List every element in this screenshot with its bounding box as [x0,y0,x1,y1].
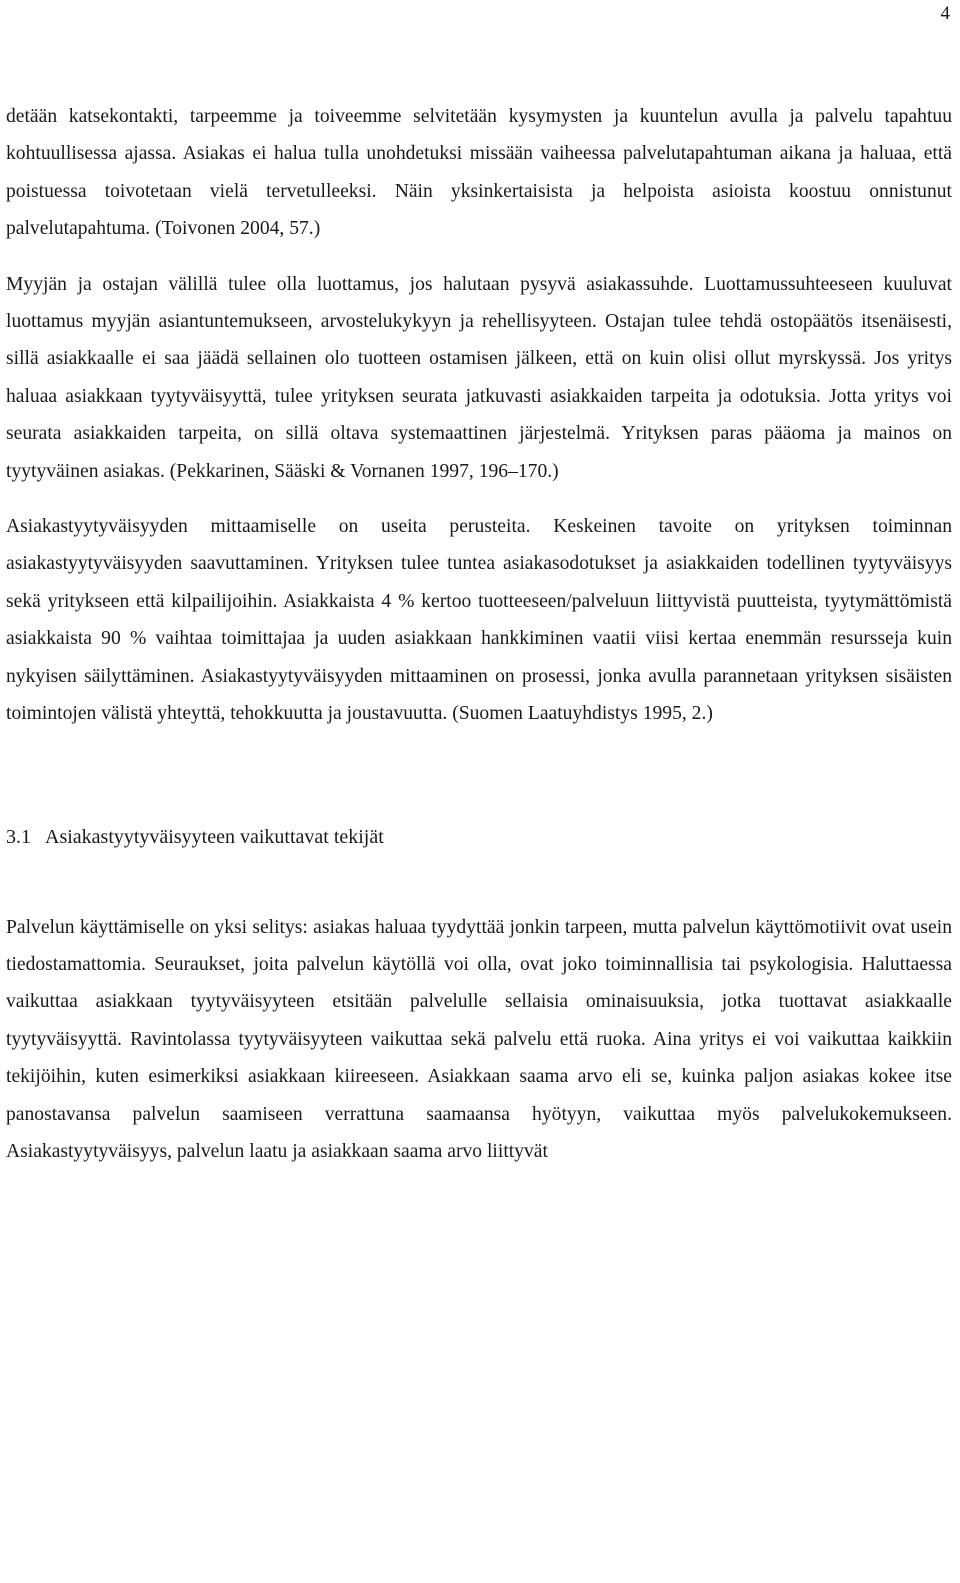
section-number: 3.1 [6,825,31,848]
section-title: Asiakastyytyväisyyteen vaikuttavat tekijät [45,825,384,848]
page-number: 4 [940,3,950,24]
document-body [6,98,952,1170]
paragraph: Asiakastyytyväisyyden mittaamiselle on useita perusteita. Keskeinen tavoite on yrityksen toiminnan asiakastyytyväisyyden saavuttaminen. Yrityksen tulee tuntea asiakasodotukset ja asiakkaiden todellinen tyytyväisyys sekä yritykseen että kilpailijoihin. Asiakkaista 4 % kertoo tuotteeseen/palveluun liittyvistä puutteista, tyytymättömistä asiakkaista 90 % vaihtaa toimittajaa ja uuden asiakkaan hankkiminen vaatii viisi kertaa enemmän resursseja kuin nykyisen säilyttäminen. Asiakastyytyväisyyden mittaaminen on prosessi, jonka avulla parannetaan yrityksen sisäisten toimintojen välistä yhteyttä, tehokkuutta ja joustavuutta. (Suomen Laatuyhdistys 1995, 2.) [6,516,952,725]
paragraph: Myyjän ja ostajan välillä tulee olla luottamus, jos halutaan pysyvä asiakassuhde. Luottamussuhteeseen kuuluvat luottamus myyjän asiantuntemukseen, arvostelukykyyn ja rehellisyyteen. Ostajan tulee tehdä ostopäätös itsenäisesti, sillä asiakkaalle ei saa jäädä sellainen olo tuotteen ostamisen jälkeen, että on kuin olisi ollut myrskyssä. Jos yritys haluaa asiakkaan tyytyväisyyttä, tulee yrityksen seurata jatkuvasti asiakkaiden tarpeita ja odotuksia. Jotta yritys voi seurata asiakkaiden tarpeita, on sillä oltava systemaattinen järjestelmä. Yrityksen paras pääoma ja mainos on tyytyväinen asiakas. (Pekkarinen, Sääski & Vornanen 1997, 196–170.) [6,273,952,482]
paragraph: detään katsekontakti, tarpeemme ja toiveemme selvitetään kysymysten ja kuuntelun avulla ja palvelu tapahtuu kohtuullisessa ajassa. Asiakas ei halua tulla unohdetuksi missään vaiheessa palvelutapahtuman aikana ja haluaa, että poistuessa toivotetaan vielä tervetulleeksi. Näin yksinkertaisista ja helpoista asioista koostuu onnistunut palvelutapahtuma. (Toivonen 2004, 57.) [6,106,952,240]
paragraph: Palvelun käyttämiselle on yksi selitys: asiakas haluaa tyydyttää jonkin tarpeen, mutta palvelun käyttömotiivit ovat usein tiedostamattomia. Seuraukset, joita palvelun käytöllä voi olla, ovat joko toiminnallisia tai psykologisia. Haluttaessa vaikuttaa asiakkaan tyytyväisyyteen etsitään palvelulle sellaisia ominaisuuksia, jotka tuottavat asiakkaalle tyytyväisyyttä. Ravintolassa tyytyväisyyteen vaikuttaa sekä palvelu että ruoka. Aina yritys ei voi vaikuttaa kaikkiin tekijöihin, kuten esimerkiksi asiakkaan kiireeseen. Asiakkaan saama arvo eli se, kuinka paljon asiakas kokee itse panostavansa palvelun saamiseen verrattuna saamaansa hyötyyn, vaikuttaa myös palvelukokemukseen. Asiakastyytyväisyys, palvelun laatu ja asiakkaan saama arvo liittyvät [6,916,952,1162]
section-heading [6,819,952,856]
